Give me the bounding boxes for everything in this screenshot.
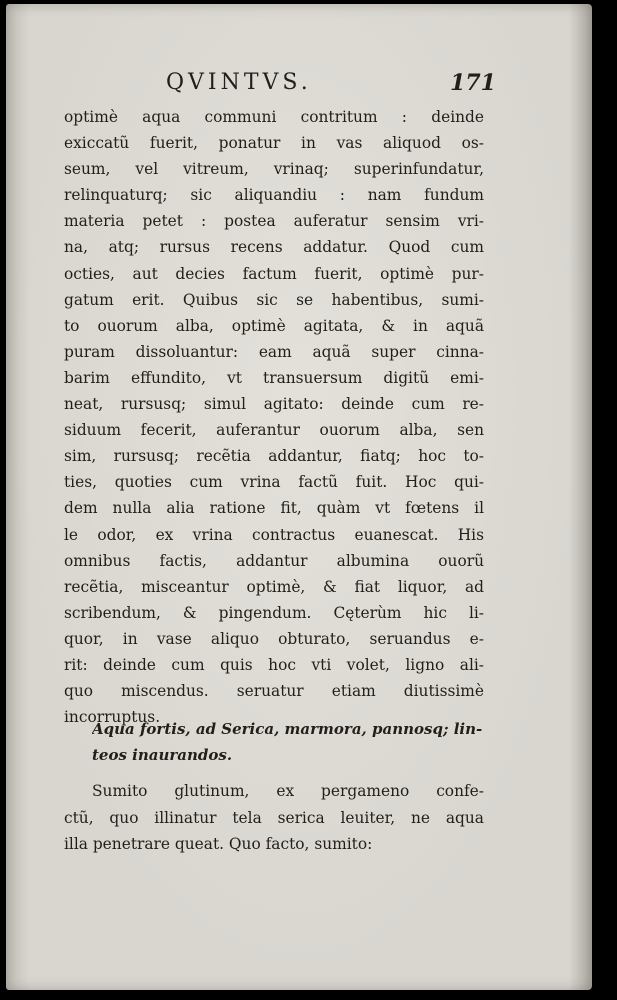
text-line: omnibus factis, addantur albumina ouorũ [64, 551, 484, 570]
text-line: ties, quoties cum vrina factũ fuit. Hoc qui- [64, 473, 484, 492]
text-line: to ouorum alba, optimè agitata, & in aquã [64, 316, 484, 335]
text-line: seum, vel vitreum, vrinaq; superinfundatur, [64, 160, 484, 179]
text-line: sim, rursusq; recẽtia addantur, fiatq; hoc to- [64, 447, 484, 466]
heading-line: Aqua fortis, ad Serica, marmora, pannosq; lin- [92, 720, 482, 738]
text-line: octies, aut decies factum fuerit, optimè pur- [64, 264, 484, 283]
text-line: Sumito glutinum, ex pergameno confe- [92, 782, 484, 800]
text-line: optimè aqua communi contritum : deinde [64, 108, 484, 126]
text-line: rit: deinde cum quis hoc vti volet, ligno ali- [64, 655, 484, 674]
text-line: gatum erit. Quibus sic se habentibus, sumi- [64, 290, 484, 309]
text-line: relinquaturq; sic aliquandiu : nam fundum [64, 186, 484, 205]
text-line: incorruptus. [64, 708, 161, 727]
text-line: ctũ, quo illinatur tela serica leuiter, ne aqua [64, 808, 484, 827]
book-page [6, 4, 592, 990]
text-line: barim effundito, vt transuersum digitũ emi- [64, 368, 484, 387]
text-line: materia petet : postea auferatur sensim vri- [64, 212, 484, 231]
text-line: le odor, ex vrina contractus euanescat. His [64, 525, 484, 544]
heading-line: teos inaurandos. [92, 746, 233, 764]
page-header [166, 70, 496, 100]
text-line: scribendum, & pingendum. Cęterùm hic li- [64, 603, 484, 622]
text-line: siduum fecerit, auferantur ouorum alba, sen [64, 421, 484, 440]
text-line: dem nulla alia ratione fit, quàm vt fœtens il [64, 499, 484, 518]
text-line: neat, rursusq; simul agitato: deinde cum re- [64, 395, 484, 414]
text-line: na, atq; rursus recens addatur. Quod cum [64, 238, 484, 257]
running-head: QVINTVS. [166, 70, 312, 95]
text-line: exiccatũ fuerit, ponatur in vas aliquod os- [64, 134, 484, 153]
text-line: recẽtia, misceantur optimè, & fiat liquor, ad [64, 577, 484, 596]
text-line: quor, in vase aliquo obturato, seruandus e- [64, 629, 484, 648]
text-line: illa penetrare queat. Quo facto, sumito: [64, 835, 373, 853]
text-line: quo miscendus. seruatur etiam diutissimè [64, 682, 484, 701]
main-paragraph [64, 104, 484, 730]
section-heading [92, 716, 482, 768]
page-number: 171 [450, 70, 496, 96]
second-paragraph [64, 778, 484, 858]
text-line: puram dissoluantur: eam aquã super cinna- [64, 342, 484, 361]
